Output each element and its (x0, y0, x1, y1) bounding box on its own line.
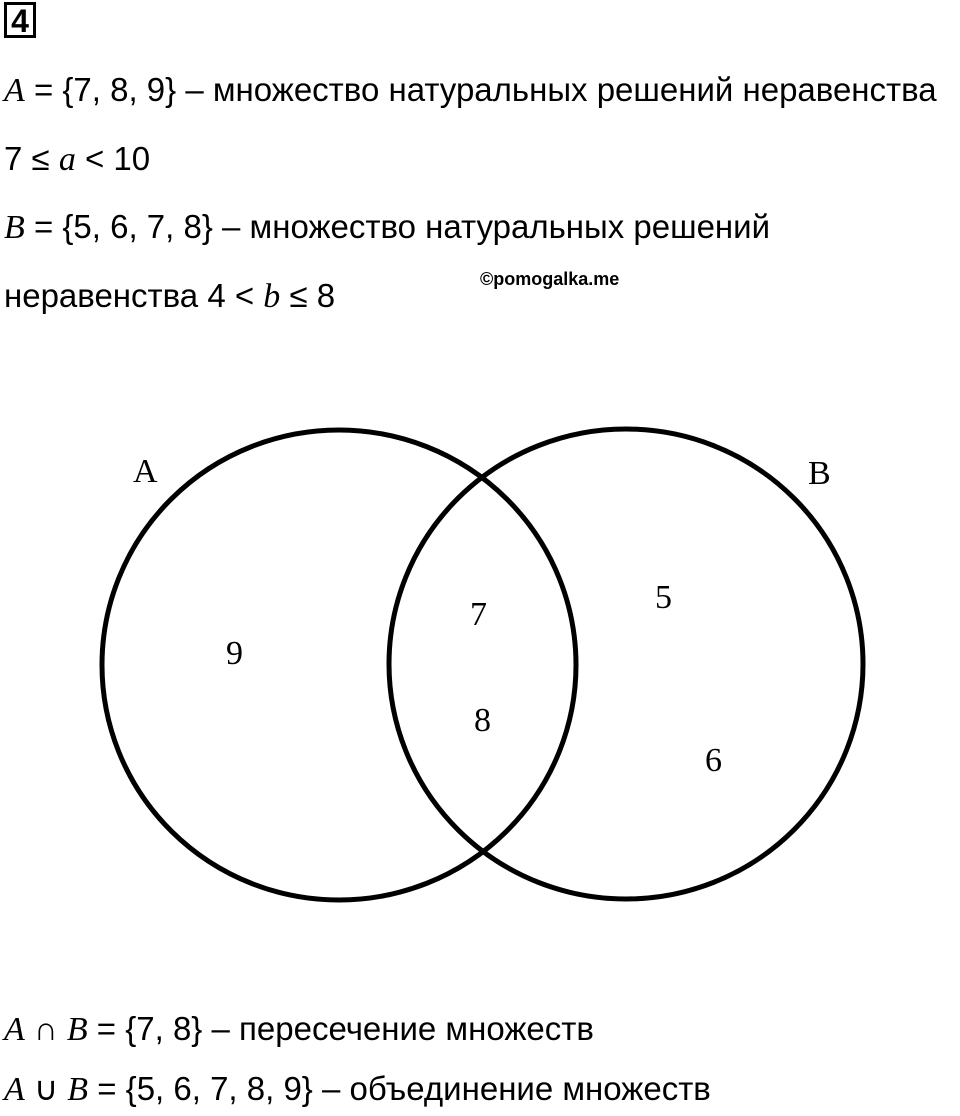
element-intersection-2: 8 (474, 702, 491, 739)
union-operator: ∪ (24, 1070, 68, 1107)
intersection-operator: ∩ (24, 1010, 67, 1047)
intersection-text: = {7, 8} – пересечение множеств (87, 1010, 594, 1047)
union-var-a: A (4, 1071, 25, 1108)
circle-a-label: A (133, 453, 158, 490)
circle-b (389, 429, 863, 899)
inequality-b-right: ≤ 8 (280, 277, 336, 314)
set-a-variable: A (4, 72, 25, 109)
inequality-b-left: неравенства 4 < (4, 277, 264, 314)
inequality-a-variable: a (58, 141, 76, 178)
element-only-b-2: 6 (705, 742, 722, 779)
element-intersection-1: 7 (470, 596, 487, 633)
task-number: 4 (4, 2, 36, 38)
circle-b-label: B (808, 455, 831, 492)
intersection-line (4, 1009, 594, 1050)
watermark: ©pomogalka.me (480, 269, 620, 289)
inequality-b-variable: b (263, 278, 281, 315)
union-var-b: B (67, 1071, 89, 1108)
inequality-a-right: < 10 (75, 140, 151, 177)
circle-a (102, 430, 576, 900)
set-a-text: = {7, 8, 9} – множество натуральных решений неравенства (24, 71, 937, 108)
union-line (4, 1069, 711, 1110)
intersection-var-b: B (66, 1011, 88, 1048)
set-b-variable: B (4, 209, 25, 246)
set-b-text: = {5, 6, 7, 8} – множество натуральных решений (24, 208, 771, 245)
inequality-a-left: 7 ≤ (4, 140, 59, 177)
element-only-b-1: 5 (655, 579, 672, 616)
intersection-var-a: A (4, 1011, 25, 1048)
union-text: = {5, 6, 7, 8, 9} – объединение множеств (88, 1070, 711, 1107)
element-only-a: 9 (226, 635, 243, 672)
